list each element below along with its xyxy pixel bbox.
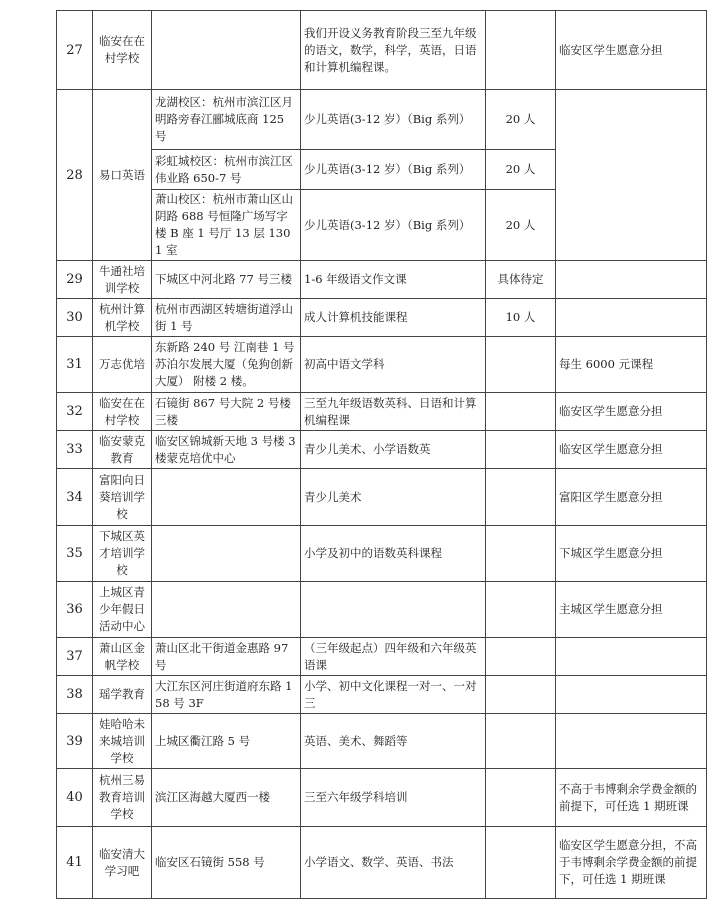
institution-name: 萧山区金帆学校	[93, 638, 152, 676]
address-cell	[152, 469, 301, 526]
address-cell: 萧山校区：杭州市萧山区山阴路 688 号恒隆广场写字楼 B 座 1 号厅 13 层 1301 室	[152, 190, 301, 261]
table-row	[57, 638, 707, 676]
row-number: 33	[57, 431, 93, 469]
table-row	[57, 11, 707, 90]
note-cell: 主城区学生愿意分担	[556, 582, 707, 638]
quota-cell	[486, 469, 556, 526]
row-number: 32	[57, 393, 93, 431]
address-cell: 龙湖校区：杭州市滨江区月明路旁春江郦城底商 125 号	[152, 90, 301, 150]
course-cell: 少儿英语(3-12 岁）（Big 系列）	[301, 190, 486, 261]
quota-cell	[486, 582, 556, 638]
quota-cell	[486, 393, 556, 431]
quota-cell	[486, 714, 556, 769]
institution-name: 临安在在村学校	[93, 11, 152, 90]
quota-cell	[486, 638, 556, 676]
table-row	[57, 431, 707, 469]
table-row	[57, 714, 707, 769]
row-number: 27	[57, 11, 93, 90]
row-number: 28	[57, 90, 93, 261]
quota-cell	[486, 676, 556, 714]
row-number: 37	[57, 638, 93, 676]
course-cell: 初高中语文学科	[301, 337, 486, 393]
quota-cell	[486, 769, 556, 827]
address-cell: 上城区衢江路 5 号	[152, 714, 301, 769]
table-row	[57, 261, 707, 299]
institution-name: 杭州计算机学校	[93, 299, 152, 337]
table-row	[57, 337, 707, 393]
note-cell	[556, 638, 707, 676]
institution-table	[56, 10, 707, 899]
note-cell	[556, 676, 707, 714]
table-row	[57, 90, 707, 150]
institution-name: 万志优培	[93, 337, 152, 393]
row-number: 34	[57, 469, 93, 526]
note-cell: 临安区学生愿意分担	[556, 431, 707, 469]
table-row	[57, 582, 707, 638]
quota-cell: 20 人	[486, 190, 556, 261]
address-cell: 彩虹城校区：杭州市滨江区伟业路 650-7 号	[152, 150, 301, 190]
institution-name: 易口英语	[93, 90, 152, 261]
note-cell: 临安区学生愿意分担	[556, 393, 707, 431]
address-cell: 萧山区北干街道金惠路 97 号	[152, 638, 301, 676]
table-row	[57, 469, 707, 526]
course-cell: 成人计算机技能课程	[301, 299, 486, 337]
note-cell: 下城区学生愿意分担	[556, 526, 707, 582]
quota-cell: 具体待定	[486, 261, 556, 299]
course-cell: 1-6 年级语文作文课	[301, 261, 486, 299]
institution-name: 杭州三易教育培训学校	[93, 769, 152, 827]
address-cell: 临安区锦城新天地 3 号楼 3 楼蒙克培优中心	[152, 431, 301, 469]
institution-name: 富阳向日葵培训学校	[93, 469, 152, 526]
note-cell: 富阳区学生愿意分担	[556, 469, 707, 526]
note-cell	[556, 261, 707, 299]
table-row	[57, 827, 707, 899]
course-cell: 青少儿美术	[301, 469, 486, 526]
row-number: 40	[57, 769, 93, 827]
note-cell	[556, 714, 707, 769]
table-row	[57, 769, 707, 827]
row-number: 41	[57, 827, 93, 899]
course-cell: 英语、美术、舞蹈等	[301, 714, 486, 769]
quota-cell: 20 人	[486, 150, 556, 190]
address-cell: 东新路 240 号 江南巷 1 号苏泊尔发展大厦（兔狗创新大厦） 附楼 2 楼。	[152, 337, 301, 393]
course-cell: 我们开设义务教育阶段三至九年级的语文，数学，科学，英语，日语和计算机编程课。	[301, 11, 486, 90]
row-number: 29	[57, 261, 93, 299]
institution-name: 临安在在村学校	[93, 393, 152, 431]
quota-cell: 10 人	[486, 299, 556, 337]
institution-name: 牛通社培训学校	[93, 261, 152, 299]
course-cell: 三至九年级语数英科、日语和计算机编程课	[301, 393, 486, 431]
note-cell: 每生 6000 元课程	[556, 337, 707, 393]
institution-name: 瑶学教育	[93, 676, 152, 714]
note-cell: 不高于韦博剩余学费金额的前提下，可任选 1 期班课	[556, 769, 707, 827]
address-cell	[152, 11, 301, 90]
note-cell: 临安区学生愿意分担，不高于韦博剩余学费金额的前提下，可任选 1 期班课	[556, 827, 707, 899]
address-cell: 临安区石镜街 558 号	[152, 827, 301, 899]
course-cell: 三至六年级学科培训	[301, 769, 486, 827]
institution-name: 临安清大学习吧	[93, 827, 152, 899]
institution-name: 上城区青少年假日活动中心	[93, 582, 152, 638]
course-cell: 少儿英语(3-12 岁）（Big 系列）	[301, 90, 486, 150]
quota-cell	[486, 526, 556, 582]
row-number: 39	[57, 714, 93, 769]
course-cell: 小学、初中文化课程一对一、一对三	[301, 676, 486, 714]
row-number: 35	[57, 526, 93, 582]
row-number: 38	[57, 676, 93, 714]
row-number: 31	[57, 337, 93, 393]
quota-cell	[486, 431, 556, 469]
quota-cell	[486, 337, 556, 393]
note-cell: 临安区学生愿意分担	[556, 11, 707, 90]
address-cell: 大江东区河庄街道府东路 158 号 3F	[152, 676, 301, 714]
table-row	[57, 393, 707, 431]
course-cell: （三年级起点）四年级和六年级英语课	[301, 638, 486, 676]
table-row	[57, 676, 707, 714]
course-cell: 小学及初中的语数英科课程	[301, 526, 486, 582]
address-cell: 滨江区海越大厦西一楼	[152, 769, 301, 827]
course-cell: 青少儿美术、小学语数英	[301, 431, 486, 469]
address-cell: 杭州市西湖区转塘街道浮山街 1 号	[152, 299, 301, 337]
note-cell	[556, 299, 707, 337]
address-cell	[152, 526, 301, 582]
course-cell	[301, 582, 486, 638]
institution-name: 娃哈哈未来城培训学校	[93, 714, 152, 769]
quota-cell: 20 人	[486, 90, 556, 150]
table-row	[57, 299, 707, 337]
note-cell	[556, 90, 707, 261]
address-cell: 下城区中河北路 77 号三楼	[152, 261, 301, 299]
course-cell: 小学语文、数学、英语、书法	[301, 827, 486, 899]
institution-name: 临安蒙克教育	[93, 431, 152, 469]
row-number: 30	[57, 299, 93, 337]
address-cell	[152, 582, 301, 638]
address-cell: 石镜街 867 号大院 2 号楼三楼	[152, 393, 301, 431]
course-cell: 少儿英语(3-12 岁）（Big 系列）	[301, 150, 486, 190]
row-number: 36	[57, 582, 93, 638]
institution-name: 下城区英才培训学校	[93, 526, 152, 582]
table-row	[57, 526, 707, 582]
quota-cell	[486, 827, 556, 899]
quota-cell	[486, 11, 556, 90]
